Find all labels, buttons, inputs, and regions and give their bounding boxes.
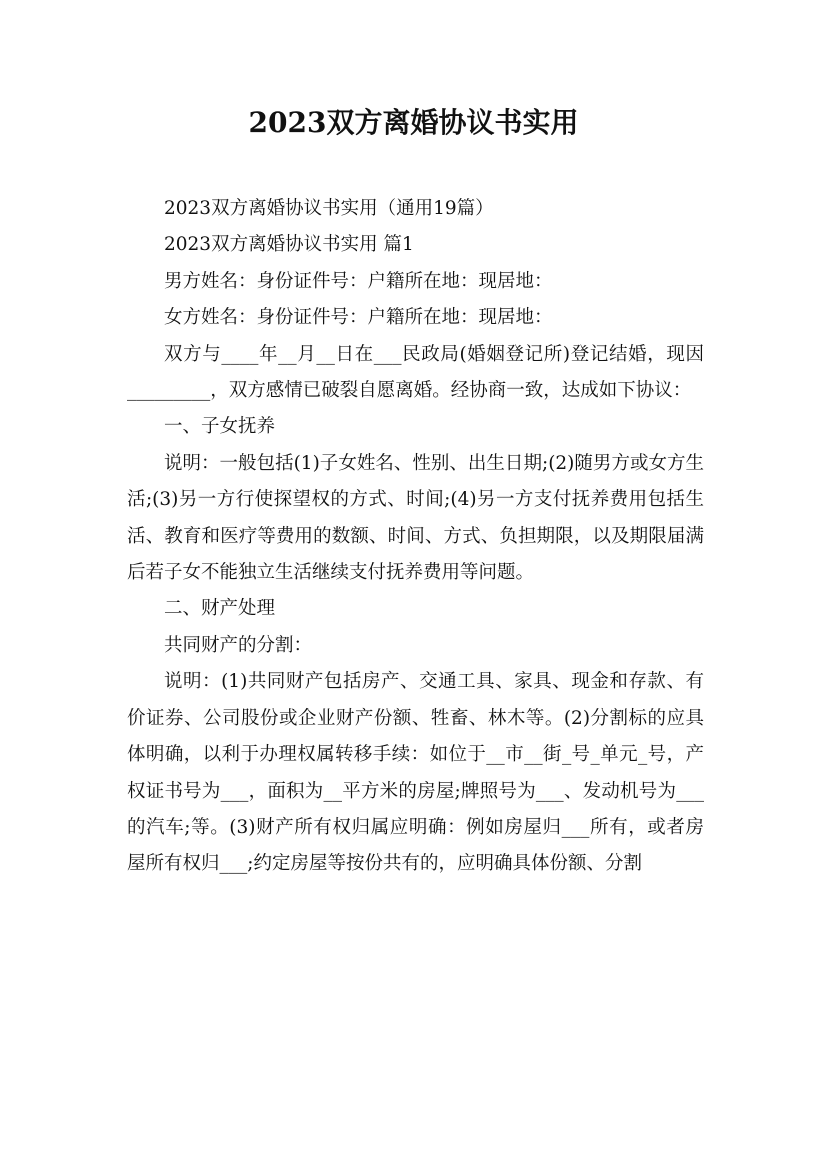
paragraph-male-info: 男方姓名：身份证件号：户籍所在地：现居地： (164, 270, 553, 292)
paragraph-child-custody-note: 说明：一般包括(1)子女姓名、性别、出生日期;(2)随男方或女方生活;(3)另一方行使探望权的方式、时间;(4)另一方支付抚养费用包括生活、教育和医疗等费用的数额、时间、方式、负担期限，以及期限届满后若子女不能独立生活继续支付抚养费用等问题。 (127, 452, 704, 584)
document-title: 2023双方离婚协议书实用 (248, 106, 579, 139)
section-heading-child-custody: 一、子女抚养 (164, 416, 276, 438)
paragraph-property-note: 说明：(1)共同财产包括房产、交通工具、家具、现金和存款、有价证券、公司股份或企业财产份额、牲畜、林木等。(2)分割标的应具体明确，以利于办理权属转移手续：如位于__市__街_号_单元_号，产权证书号为___，面积为__平方米的房屋;牌照号为___、发动机号为___的汽车;等。(3)财产所有权归属应明确：例如房屋归___所有，或者房屋所有权归___;约定房屋等按份共有的，应明确具体份额、分割 (127, 671, 704, 875)
paragraph-common-property: 共同财产的分割： (164, 634, 313, 656)
paragraph-female-info: 女方姓名：身份证件号：户籍所在地：现居地： (164, 307, 553, 329)
paragraph-chapter-1: 2023双方离婚协议书实用 篇1 (164, 234, 414, 256)
document-body (127, 191, 704, 883)
paragraph-heading-general: 2023双方离婚协议书实用（通用19篇） (164, 198, 494, 219)
section-heading-property: 二、财产处理 (164, 598, 276, 620)
paragraph-marriage-statement: 双方与____年__月__日在___民政局(婚姻登记所)登记结婚，现因_________，双方感情已破裂自愿离婚。经协商一致，达成如下协议： (127, 343, 704, 402)
